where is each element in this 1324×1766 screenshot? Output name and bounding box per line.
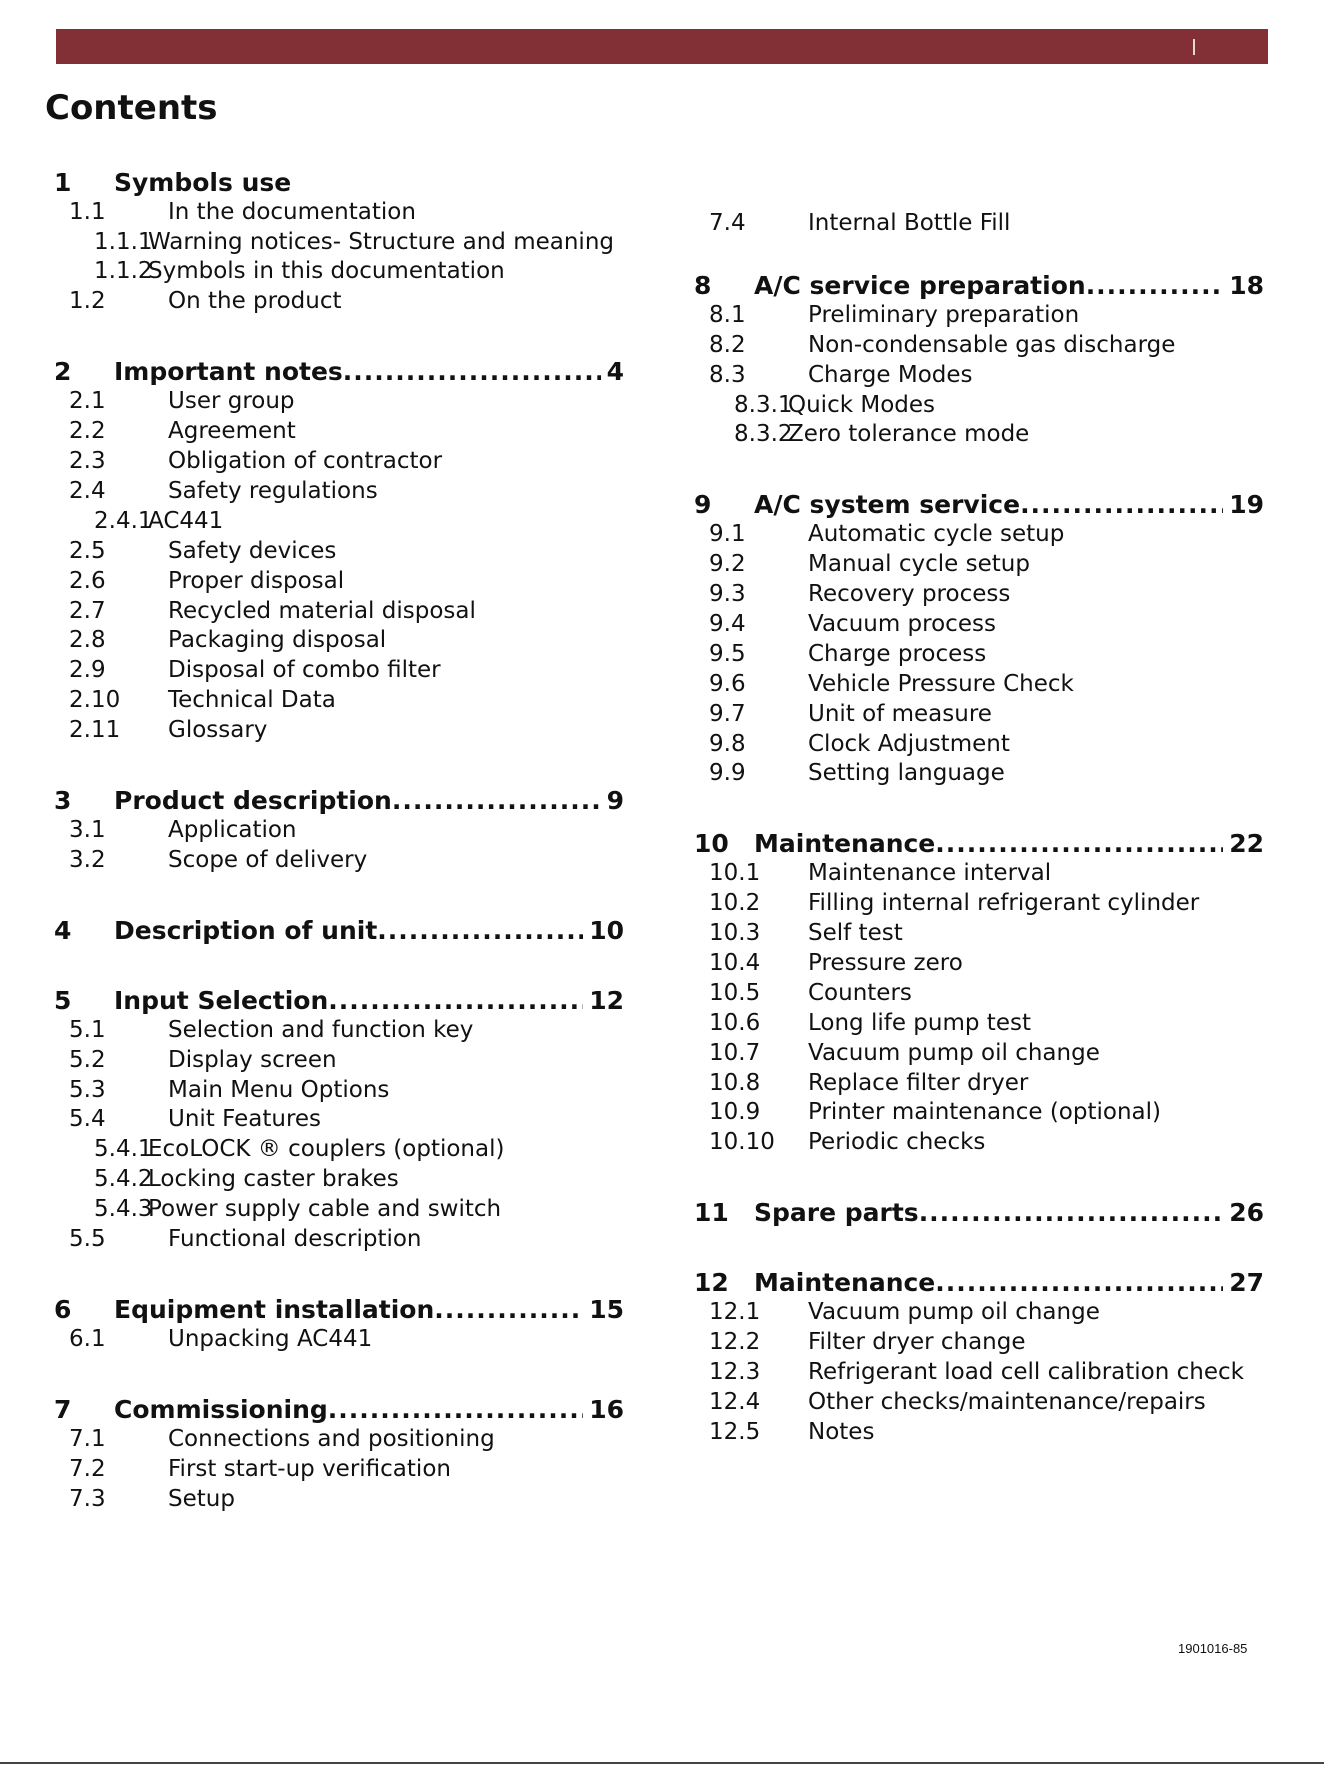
toc-section-title: A/C service preparation bbox=[754, 270, 1086, 300]
toc-section-title: Product description bbox=[114, 785, 392, 815]
toc-entry[interactable] bbox=[54, 228, 614, 258]
toc-entry-number: 2.7 bbox=[69, 597, 106, 624]
toc-section-number: 10 bbox=[694, 829, 729, 859]
toc-entry-number: 5.5 bbox=[69, 1225, 106, 1252]
toc-section-title: Equipment installation bbox=[114, 1294, 435, 1324]
toc-entry-number: 8.1 bbox=[709, 301, 746, 328]
toc-entry-number: 9.1 bbox=[709, 521, 746, 548]
toc-entry-title: Locking caster brakes bbox=[148, 1166, 399, 1193]
toc-entry-number: 1.1.1 bbox=[94, 228, 153, 255]
toc-entry[interactable] bbox=[54, 477, 624, 507]
toc-entry-number: 10.1 bbox=[709, 860, 761, 887]
toc-section-heading[interactable] bbox=[54, 1295, 624, 1325]
toc-section-heading[interactable] bbox=[694, 271, 1264, 301]
toc-entry-number: 12.1 bbox=[709, 1299, 761, 1326]
toc-section-title: Description of unit bbox=[114, 915, 378, 945]
toc-entry-title: Preliminary preparation bbox=[808, 301, 1080, 328]
dot-leader bbox=[935, 829, 1223, 859]
toc-entry-number: 9.8 bbox=[709, 730, 746, 757]
toc-section-heading[interactable] bbox=[694, 829, 1264, 859]
toc-entry-title: Filling internal refrigerant cylinder bbox=[808, 890, 1200, 917]
toc-entry[interactable] bbox=[54, 1425, 624, 1455]
header-bar-marker bbox=[1193, 39, 1195, 55]
toc-entry-number: 3.2 bbox=[69, 846, 106, 873]
spacer bbox=[54, 1355, 624, 1395]
toc-entry[interactable] bbox=[54, 656, 624, 686]
toc-section-heading[interactable] bbox=[694, 490, 1264, 520]
toc-entry[interactable] bbox=[694, 361, 1264, 391]
toc-section-page: 16 bbox=[589, 1394, 624, 1424]
toc-section-page: 22 bbox=[1229, 829, 1264, 859]
toc-entry-title: Other checks/maintenance/repairs bbox=[808, 1388, 1206, 1415]
toc-entry[interactable] bbox=[694, 1098, 1264, 1128]
dot-leader bbox=[328, 1395, 583, 1425]
toc-entry-number: 10.10 bbox=[709, 1129, 775, 1156]
toc-entry-title: Pressure zero bbox=[808, 950, 963, 977]
toc-entry-title: Proper disposal bbox=[168, 567, 345, 594]
toc-section bbox=[54, 1295, 624, 1355]
dot-leader bbox=[377, 916, 583, 946]
toc-entry-title: Obligation of contractor bbox=[168, 448, 443, 475]
toc-entry-title: Charge Modes bbox=[808, 361, 973, 388]
toc-entry-title: On the product bbox=[168, 288, 342, 315]
toc-entry-title: Printer maintenance (optional) bbox=[808, 1099, 1161, 1126]
toc-entry-number: 9.2 bbox=[709, 551, 746, 578]
toc-entry[interactable] bbox=[694, 759, 1264, 789]
toc-entry-title: Application bbox=[168, 816, 297, 843]
toc-entry[interactable] bbox=[694, 580, 1264, 610]
bottom-rule bbox=[0, 1762, 1324, 1764]
toc-entry-number: 1.1.2 bbox=[94, 258, 153, 285]
toc-right-column bbox=[694, 209, 1264, 1448]
toc-entry[interactable] bbox=[694, 1069, 1264, 1099]
spacer bbox=[54, 1255, 624, 1295]
toc-entry-number: 3.1 bbox=[69, 816, 106, 843]
dot-leader bbox=[1020, 490, 1223, 520]
toc-section-page: 12 bbox=[589, 985, 624, 1015]
toc-section-heading[interactable] bbox=[54, 986, 624, 1016]
toc-entry-title: Functional description bbox=[168, 1225, 422, 1252]
toc-entry-number: 2.4 bbox=[69, 477, 106, 504]
toc-entry-title: Packaging disposal bbox=[168, 627, 387, 654]
toc-section bbox=[694, 829, 1264, 1158]
spacer bbox=[694, 789, 1264, 829]
toc-entry-number: 12.2 bbox=[709, 1329, 761, 1356]
toc-entry[interactable] bbox=[694, 730, 1264, 760]
toc-entry-number: 5.4.3 bbox=[94, 1196, 153, 1223]
toc-entry-number: 7.2 bbox=[69, 1455, 106, 1482]
toc-entry-number: 5.2 bbox=[69, 1046, 106, 1073]
toc-entry[interactable] bbox=[54, 816, 624, 846]
toc-entry[interactable] bbox=[54, 1485, 624, 1515]
toc-entry-title: Maintenance interval bbox=[808, 860, 1052, 887]
toc-entry-title: Recycled material disposal bbox=[168, 597, 476, 624]
toc-section bbox=[694, 1268, 1264, 1447]
spacer bbox=[54, 317, 624, 357]
toc-entry[interactable] bbox=[694, 1039, 1264, 1069]
toc-entry[interactable] bbox=[694, 1328, 1264, 1358]
toc-section-number: 1 bbox=[54, 168, 72, 197]
toc-entry[interactable] bbox=[54, 287, 624, 317]
toc-entry-number: 6.1 bbox=[69, 1325, 106, 1352]
toc-section-number: 2 bbox=[54, 357, 72, 387]
toc-entry[interactable] bbox=[694, 889, 1264, 919]
toc-entry-title: Vehicle Pressure Check bbox=[808, 670, 1074, 697]
toc-left-column bbox=[54, 168, 624, 1514]
toc-section-number: 11 bbox=[694, 1198, 729, 1228]
toc-entry-number: 2.8 bbox=[69, 627, 106, 654]
spacer bbox=[54, 746, 624, 786]
toc-entry-number: 10.6 bbox=[709, 1009, 761, 1036]
toc-entry-number: 2.5 bbox=[69, 537, 106, 564]
toc-entry-number: 2.3 bbox=[69, 448, 106, 475]
dot-leader bbox=[434, 1295, 583, 1325]
toc-entry-title: Recovery process bbox=[808, 581, 1011, 608]
toc-entry-title: Symbols in this documentation bbox=[148, 258, 505, 285]
toc-entry[interactable] bbox=[54, 1016, 624, 1046]
toc-section-title: Maintenance bbox=[754, 1268, 936, 1298]
toc-section-page: 4 bbox=[606, 357, 624, 387]
toc-entry-number: 9.4 bbox=[709, 611, 746, 638]
toc-entry[interactable] bbox=[694, 301, 1264, 331]
toc-entry-title: Automatic cycle setup bbox=[808, 521, 1065, 548]
toc-entry-number: 8.2 bbox=[709, 331, 746, 358]
toc-entry-number: 10.9 bbox=[709, 1099, 761, 1126]
toc-entry-number: 2.10 bbox=[69, 687, 121, 714]
toc-entry[interactable] bbox=[694, 1418, 1264, 1448]
toc-entry-number: 10.3 bbox=[709, 920, 761, 947]
toc-entry[interactable] bbox=[694, 420, 1264, 450]
toc-entry-title: Disposal of combo filter bbox=[168, 657, 441, 684]
toc-section-heading[interactable] bbox=[694, 1198, 1264, 1228]
document-code: 1901016-85 bbox=[1178, 1641, 1248, 1656]
toc-entry-title: Filter dryer change bbox=[808, 1329, 1026, 1356]
toc-section bbox=[54, 168, 624, 317]
toc-section-number: 12 bbox=[694, 1268, 729, 1298]
toc-entry-title: Manual cycle setup bbox=[808, 551, 1030, 578]
spacer bbox=[54, 946, 624, 986]
toc-entry[interactable] bbox=[54, 198, 624, 228]
dot-leader bbox=[935, 1268, 1223, 1298]
toc-entry-title: AC441 bbox=[148, 507, 224, 534]
toc-entry-title: Vacuum pump oil change bbox=[808, 1299, 1100, 1326]
toc-entry-title: Replace filter dryer bbox=[808, 1069, 1029, 1096]
spacer bbox=[694, 450, 1264, 490]
toc-entry-number: 8.3 bbox=[709, 361, 746, 388]
toc-entry[interactable] bbox=[54, 686, 624, 716]
toc-entry[interactable] bbox=[54, 387, 624, 417]
toc-entry-number: 10.5 bbox=[709, 979, 761, 1006]
spacer bbox=[694, 239, 1264, 271]
toc-entry[interactable] bbox=[694, 1388, 1264, 1418]
toc-entry[interactable] bbox=[694, 331, 1264, 361]
toc-entry[interactable] bbox=[54, 567, 624, 597]
toc-entry-title: Long life pump test bbox=[808, 1009, 1031, 1036]
toc-entry[interactable] bbox=[54, 537, 624, 567]
toc-entry-title: Safety devices bbox=[168, 537, 337, 564]
toc-entry[interactable] bbox=[694, 949, 1264, 979]
toc-entry-number: 10.8 bbox=[709, 1069, 761, 1096]
toc-entry-number: 1.1 bbox=[69, 199, 106, 225]
toc-section-page: 26 bbox=[1229, 1198, 1264, 1228]
dot-leader bbox=[1086, 271, 1224, 301]
toc-entry-title: Glossary bbox=[168, 717, 268, 744]
dot-leader bbox=[919, 1198, 1224, 1228]
toc-entry[interactable] bbox=[54, 846, 624, 876]
toc-entry-title: Setting language bbox=[808, 760, 1005, 787]
toc-entry[interactable] bbox=[54, 1105, 624, 1135]
toc-entry[interactable] bbox=[694, 1128, 1264, 1158]
toc-entry-title: Selection and function key bbox=[168, 1016, 474, 1043]
toc-entry-title: Quick Modes bbox=[788, 391, 935, 418]
toc-entry-title: Internal Bottle Fill bbox=[808, 210, 1011, 236]
toc-section-page: 9 bbox=[606, 785, 624, 815]
toc-section-title: Input Selection bbox=[114, 985, 329, 1015]
toc-section-number: 6 bbox=[54, 1294, 72, 1324]
toc-entry-title: Safety regulations bbox=[168, 477, 378, 504]
toc-entry-title: Agreement bbox=[168, 418, 296, 445]
toc-entry-title: Non-condensable gas discharge bbox=[808, 331, 1176, 358]
toc-section bbox=[694, 490, 1264, 789]
toc-entry-title: First start-up verification bbox=[168, 1455, 451, 1482]
toc-entry[interactable] bbox=[54, 507, 624, 537]
toc-entry-number: 7.1 bbox=[69, 1425, 106, 1452]
toc-entry[interactable] bbox=[54, 1325, 624, 1355]
toc-entry-number: 7.4 bbox=[709, 210, 746, 236]
toc-entry-number: 5.4.2 bbox=[94, 1166, 153, 1193]
toc-entry[interactable] bbox=[694, 1358, 1264, 1388]
toc-entry[interactable] bbox=[694, 979, 1264, 1009]
page-title: Contents bbox=[45, 88, 218, 128]
toc-entry-number: 2.1 bbox=[69, 388, 106, 415]
toc-entry-title: Unit of measure bbox=[808, 700, 992, 727]
toc-section-number: 9 bbox=[694, 490, 712, 520]
toc-entry-number: 9.5 bbox=[709, 640, 746, 667]
toc-entry[interactable] bbox=[54, 1165, 624, 1195]
toc-section-page: 27 bbox=[1229, 1268, 1264, 1298]
header-bar bbox=[56, 29, 1268, 64]
toc-entry[interactable] bbox=[54, 1046, 624, 1076]
toc-entry-number: 9.9 bbox=[709, 760, 746, 787]
toc-section-heading[interactable] bbox=[54, 1395, 624, 1425]
toc-entry-title: Clock Adjustment bbox=[808, 730, 1010, 757]
toc-entry-title: Refrigerant load cell calibration check bbox=[808, 1359, 1244, 1386]
toc-entry-title: In the documentation bbox=[168, 199, 416, 225]
toc-entry[interactable] bbox=[54, 716, 624, 746]
toc-entry-number: 9.7 bbox=[709, 700, 746, 727]
spacer bbox=[694, 1158, 1264, 1198]
toc-section-heading[interactable] bbox=[54, 786, 624, 816]
toc-entry-number: 5.3 bbox=[69, 1076, 106, 1103]
toc-entry-number: 5.4.1 bbox=[94, 1136, 153, 1163]
toc-section-number: 7 bbox=[54, 1394, 72, 1424]
toc-entry[interactable] bbox=[54, 1076, 624, 1106]
toc-section-title: Important notes bbox=[114, 357, 343, 387]
toc-entry-number: 2.9 bbox=[69, 657, 106, 684]
toc-entry[interactable] bbox=[54, 1225, 624, 1255]
toc-section bbox=[54, 916, 624, 946]
toc-entry-number: 2.4.1 bbox=[94, 507, 153, 534]
toc-entry[interactable] bbox=[694, 859, 1264, 889]
toc-entry[interactable] bbox=[54, 1455, 624, 1485]
toc-entry-number: 5.4 bbox=[69, 1106, 106, 1133]
toc-section-page: 10 bbox=[589, 915, 624, 945]
toc-entry-number: 10.7 bbox=[709, 1039, 761, 1066]
toc-section-number: 5 bbox=[54, 985, 72, 1015]
toc-section-number: 4 bbox=[54, 915, 72, 945]
toc-entry-title: User group bbox=[168, 388, 295, 415]
toc-entry-title: Vacuum process bbox=[808, 611, 996, 638]
toc-entry-number: 5.1 bbox=[69, 1016, 106, 1043]
toc-entry-title: Notes bbox=[808, 1418, 875, 1445]
toc-section-title: Symbols use bbox=[114, 168, 292, 197]
toc-section bbox=[694, 1198, 1264, 1228]
toc-entry-number: 9.3 bbox=[709, 581, 746, 608]
toc-section bbox=[694, 271, 1264, 450]
toc-entry[interactable] bbox=[694, 670, 1264, 700]
toc-section bbox=[54, 357, 624, 746]
toc-entry-title: Vacuum pump oil change bbox=[808, 1039, 1100, 1066]
toc-entry[interactable] bbox=[694, 700, 1264, 730]
toc-entry-number: 9.6 bbox=[709, 670, 746, 697]
toc-entry[interactable] bbox=[694, 520, 1264, 550]
toc-section-heading[interactable] bbox=[694, 1268, 1264, 1298]
toc-entry-title: Periodic checks bbox=[808, 1129, 986, 1156]
toc-entry-title: Scope of delivery bbox=[168, 846, 368, 873]
toc-entry-number: 12.3 bbox=[709, 1359, 761, 1386]
toc-section-heading[interactable] bbox=[54, 168, 624, 198]
toc-section bbox=[54, 786, 624, 876]
toc-section-heading[interactable] bbox=[54, 916, 624, 946]
spacer bbox=[54, 876, 624, 916]
toc-entry-number: 8.3.2 bbox=[734, 421, 793, 448]
toc-entry-title: Unpacking AC441 bbox=[168, 1325, 373, 1352]
toc-entry-title: Connections and positioning bbox=[168, 1425, 495, 1452]
toc-entry[interactable] bbox=[54, 447, 624, 477]
toc-entry-number: 10.2 bbox=[709, 890, 761, 917]
toc-entry[interactable] bbox=[694, 391, 1264, 421]
toc-section-title: A/C system service bbox=[754, 490, 1021, 520]
dot-leader bbox=[343, 357, 601, 387]
toc-entry-number: 2.6 bbox=[69, 567, 106, 594]
toc-entry[interactable] bbox=[54, 257, 624, 287]
toc-entry-title: Setup bbox=[168, 1485, 235, 1512]
toc-section-page: 15 bbox=[589, 1294, 624, 1324]
toc-section-number: 8 bbox=[694, 270, 712, 300]
toc-entry-title: Charge process bbox=[808, 640, 987, 667]
toc-entry-title: Display screen bbox=[168, 1046, 337, 1073]
toc-entry[interactable] bbox=[54, 626, 624, 656]
toc-section-title: Maintenance bbox=[754, 829, 936, 859]
toc-entry[interactable] bbox=[694, 640, 1264, 670]
toc-entry[interactable] bbox=[694, 1298, 1264, 1328]
toc-entry-number: 2.2 bbox=[69, 418, 106, 445]
toc-entry-number: 1.2 bbox=[69, 288, 106, 315]
toc-section-title: Commissioning bbox=[114, 1394, 328, 1424]
toc-entry[interactable] bbox=[694, 1009, 1264, 1039]
toc-section-number: 3 bbox=[54, 785, 72, 815]
toc-entry-title: Unit Features bbox=[168, 1106, 322, 1133]
toc-entry[interactable] bbox=[694, 550, 1264, 580]
toc-entry-title: Self test bbox=[808, 920, 903, 947]
toc-section-page: 18 bbox=[1229, 270, 1264, 300]
toc-entry-title: Warning notices- Structure and meaning bbox=[148, 228, 614, 255]
toc-entry-number: 2.11 bbox=[69, 717, 121, 744]
toc-entry-number: 8.3.1 bbox=[734, 391, 793, 418]
dot-leader bbox=[392, 786, 601, 816]
toc-entry[interactable] bbox=[54, 1135, 624, 1165]
toc-entry-number: 7.3 bbox=[69, 1485, 106, 1512]
toc-entry-title: Power supply cable and switch bbox=[148, 1196, 502, 1223]
spacer bbox=[694, 1228, 1264, 1268]
toc-entry-number: 12.5 bbox=[709, 1418, 761, 1445]
toc-section bbox=[54, 986, 624, 1255]
toc-section bbox=[54, 1395, 624, 1515]
toc-entry[interactable] bbox=[54, 597, 624, 627]
toc-entry[interactable] bbox=[54, 1195, 624, 1225]
toc-entry[interactable] bbox=[694, 610, 1264, 640]
toc-entry-title: Main Menu Options bbox=[168, 1076, 390, 1103]
toc-section-heading[interactable] bbox=[54, 357, 624, 387]
toc-entry[interactable] bbox=[694, 919, 1264, 949]
toc-entry[interactable] bbox=[54, 417, 624, 447]
toc-section-title: Spare parts bbox=[754, 1198, 919, 1228]
toc-entry-title: Zero tolerance mode bbox=[788, 421, 1030, 448]
toc-entry-number: 12.4 bbox=[709, 1388, 761, 1415]
dot-leader bbox=[328, 986, 583, 1016]
toc-section-page: 19 bbox=[1229, 490, 1264, 520]
toc-entry[interactable] bbox=[694, 209, 1264, 239]
toc-entry-title: Counters bbox=[808, 979, 912, 1006]
toc-entry-title: EcoLOCK ® couplers (optional) bbox=[148, 1136, 505, 1163]
toc-entry-title: Technical Data bbox=[168, 687, 336, 714]
toc-entry-number: 10.4 bbox=[709, 950, 761, 977]
